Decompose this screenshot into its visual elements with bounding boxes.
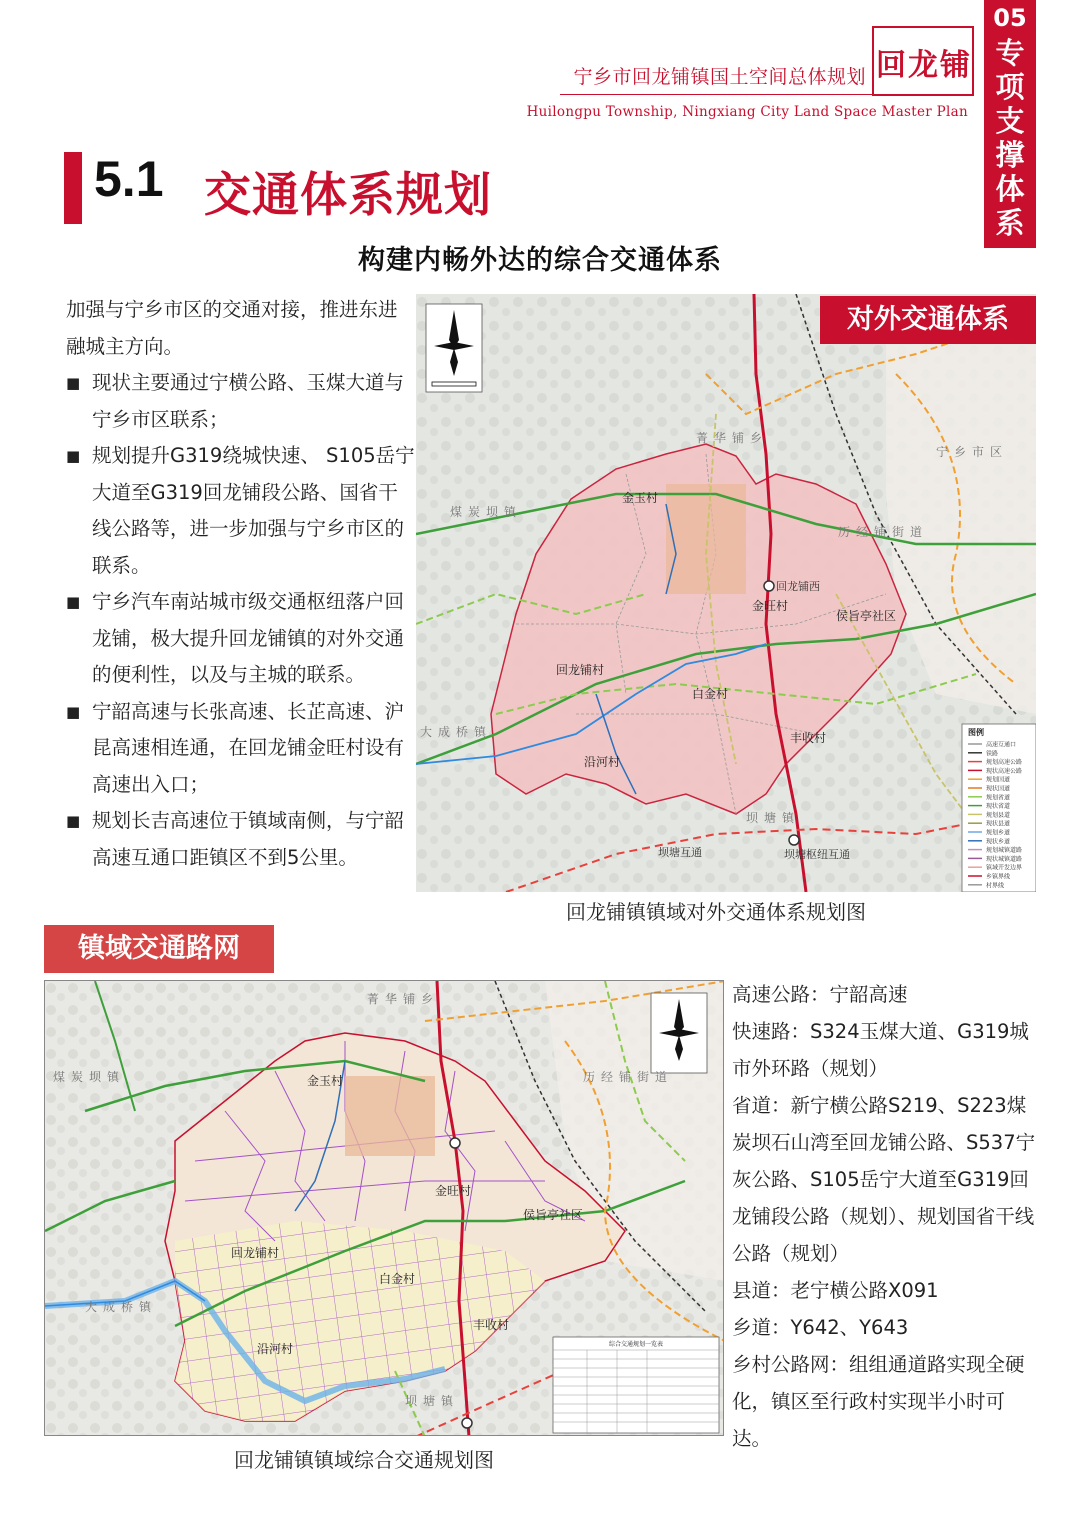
network-line-county: 县道：老宁横公路X091 xyxy=(732,1279,939,1302)
external-traffic-tag: 对外交通体系 xyxy=(820,296,1036,344)
map1-neighbor-ningxiang-city: 宁乡市区 xyxy=(936,445,1009,459)
legend-label: 现状省道 xyxy=(986,803,1011,811)
chapter-name-char: 支 xyxy=(995,104,1025,138)
map2-village-yanhe: 沿河村 xyxy=(257,1342,294,1356)
network-line-express-road: 快速路：S324玉煤大道、G319城市外环路（规划） xyxy=(732,1020,1029,1080)
north-arrow-icon xyxy=(651,993,707,1073)
network-line-provincial: 省道：新宁横公路S219、S223煤炭坝石山湾至回龙铺公路、S537宁灰公路、S105岳宁大道至G319回龙铺段公路（规划）、规划国省干线公路（规划） xyxy=(732,1094,1036,1265)
map1-legend xyxy=(962,724,1036,892)
network-line-rural: 乡村公路网：组组通道路实现全硬化，镇区至行政村实现半小时可达。 xyxy=(732,1353,1025,1450)
map1-neighbor-jinghuapu: 菁华铺乡 xyxy=(696,431,769,445)
chapter-name-char: 撑 xyxy=(995,138,1025,172)
chapter-name xyxy=(984,36,1036,240)
legend-title: 图例 xyxy=(968,728,984,737)
map2-neighbor-jinghuapu: 菁华铺乡 xyxy=(367,992,440,1006)
chapter-name-char: 项 xyxy=(995,70,1025,104)
interchange-icon xyxy=(764,581,774,591)
map2-neighbor-batang: 坝塘镇 xyxy=(405,1394,460,1408)
bullet-item: ■ 规划长吉高速位于镇域南侧，与宁韶高速互通口距镇区不到5公里。 xyxy=(66,803,416,876)
map1-point-batang-interchange: 坝塘互通 xyxy=(658,846,702,859)
legend-label: 规划乡道 xyxy=(986,829,1011,837)
map2-village-baijin: 白金村 xyxy=(379,1272,416,1286)
bullet-item: ■ 规划提升G319绕城快速、 S105岳宁大道至G319回龙铺段公路、国省干线公路等，进一步加强与宁乡市区的联系。 xyxy=(66,438,416,584)
plan-title: 宁乡市回龙铺镇国土空间总体规划 xyxy=(573,66,866,88)
map1-village-baijin: 白金村 xyxy=(692,687,729,701)
external-traffic-map-canvas xyxy=(416,294,1036,892)
map1-neighbor-lijingpu: 历经铺街道 xyxy=(838,525,929,539)
legend-label: 高速互通口 xyxy=(986,741,1017,749)
chapter-name-char: 专 xyxy=(995,36,1025,70)
map2-village-fengshou: 丰收村 xyxy=(473,1318,510,1332)
map2-neighbor-meitanba: 煤炭坝镇 xyxy=(53,1070,126,1084)
legend-label: 现状国道 xyxy=(986,785,1011,793)
section-title: 交通体系规划 xyxy=(204,168,492,223)
map1-neighbor-meitanba: 煤炭坝镇 xyxy=(450,505,523,519)
external-traffic-map xyxy=(416,294,1036,892)
map1-neighbor-batang: 坝塘镇 xyxy=(746,811,801,825)
legend-label: 规划省道 xyxy=(986,794,1011,802)
interchange-icon xyxy=(462,1418,472,1428)
legend-label: 规划城镇道路 xyxy=(986,847,1023,855)
map1-village-huilongpu: 回龙铺村 xyxy=(556,663,605,677)
map2-neighbor-lijingpu: 历经铺街道 xyxy=(583,1070,674,1084)
table-title: 综合交通规划一览表 xyxy=(608,1341,664,1348)
chapter-name-char: 系 xyxy=(995,206,1025,240)
interchange-icon xyxy=(789,835,799,845)
legend-label: 镇域开发边界 xyxy=(986,864,1023,872)
network-line-expressway: 高速公路：宁韶高速 xyxy=(732,983,908,1006)
header-divider xyxy=(560,94,880,95)
legend-label: 乡镇界线 xyxy=(986,873,1011,881)
network-map-caption: 回龙铺镇镇域综合交通规划图 xyxy=(234,1448,494,1472)
interchange-icon xyxy=(450,1138,460,1148)
network-map xyxy=(44,980,724,1436)
map2-village-jinyu: 金玉村 xyxy=(307,1074,344,1088)
map1-village-houzhiting: 侯旨亭社区 xyxy=(836,609,897,623)
network-tag: 镇域交通路网 xyxy=(44,925,274,973)
legend-label: 现状高速公路 xyxy=(986,767,1023,775)
bullet-item: ■ 宁乡汽车南站城市级交通枢纽落户回龙铺，极大提升回龙铺镇的对外交通的便利性，以及与主城的联系。 xyxy=(66,584,416,694)
bullet-item: ■ 宁韶高速与长张高速、长芷高速、沪昆高速相连通，在回龙铺金旺村设有高速出入口； xyxy=(66,694,416,804)
plan-title-en: Huilongpu Township, Ningxiang City Land Space Master Plan xyxy=(526,104,968,120)
bullet-item: ■ 现状主要通过宁横公路、玉煤大道与宁乡市区联系； xyxy=(66,365,416,438)
legend-label: 村界线 xyxy=(986,882,1005,890)
north-arrow-icon xyxy=(426,304,482,392)
chapter-number: 05 xyxy=(993,4,1027,32)
map1-village-jinyu: 金玉村 xyxy=(622,491,659,505)
chapter-name-char: 体 xyxy=(995,172,1025,206)
legend-label: 现状城镇道路 xyxy=(986,855,1023,863)
section-subtitle: 构建内畅外达的综合交通体系 xyxy=(358,245,722,276)
section-marker xyxy=(64,152,82,224)
map2-village-houzhiting: 侯旨亭社区 xyxy=(523,1208,584,1222)
map1-village-fengshou: 丰收村 xyxy=(790,731,827,745)
map1-point-batang-hub: 坝塘枢纽互通 xyxy=(784,848,850,861)
external-traffic-map-caption: 回龙铺镇镇域对外交通体系规划图 xyxy=(566,900,866,924)
traffic-summary-table xyxy=(553,1337,719,1433)
map2-village-jinwang: 金旺村 xyxy=(435,1184,472,1198)
legend-label: 规划高速公路 xyxy=(986,759,1023,767)
map2-neighbor-dachengqiao: 大成桥镇 xyxy=(85,1300,158,1314)
legend-label: 现状乡道 xyxy=(986,838,1011,846)
map1-village-jinwang: 金旺村 xyxy=(752,599,789,613)
network-map-canvas xyxy=(45,981,724,1436)
legend-label: 铁路 xyxy=(986,750,999,758)
legend-label: 规划县道 xyxy=(986,811,1011,819)
intro-paragraph: 加强与宁乡市区的交通对接，推进东进融城主方向。 xyxy=(66,298,398,358)
brand-logo: 回龙铺 xyxy=(876,48,972,83)
map1-neighbor-dachengqiao: 大成桥镇 xyxy=(420,725,493,739)
external-traffic-text xyxy=(66,292,416,876)
network-line-township: 乡道：Y642、Y643 xyxy=(732,1316,909,1339)
network-text xyxy=(732,976,1040,1457)
legend-label: 规划国道 xyxy=(986,776,1011,784)
map1-village-yanhe: 沿河村 xyxy=(584,755,621,769)
map2-village-huilongpu: 回龙铺村 xyxy=(231,1246,280,1260)
legend-label: 现状县道 xyxy=(986,820,1011,828)
map1-point-huilongpu-west: 回龙铺西 xyxy=(776,580,820,593)
section-number: 5.1 xyxy=(94,151,164,207)
